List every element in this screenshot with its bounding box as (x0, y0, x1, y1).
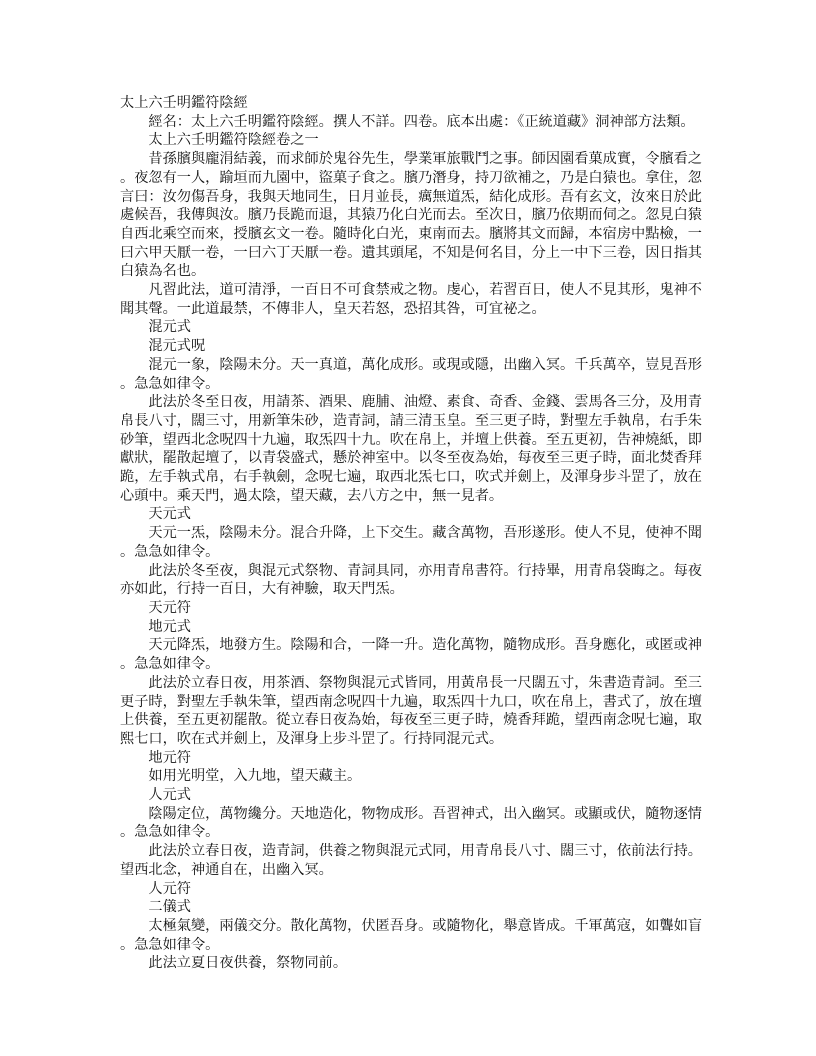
section-heading-renyuan-talisman: 人元符 (148, 880, 191, 897)
section-heading-diyuan-talisman: 地元符 (148, 749, 191, 766)
volume-heading: 太上六壬明鑑符陰經卷之一 (148, 132, 319, 149)
incantation-hunyuan: 混元一象，陰陽未分。天一真道，萬化成形。或現或隱，出幽入冥。千兵萬卒，豈見吾形。急急如律令。 (120, 356, 702, 392)
document-body (120, 94, 702, 973)
method-renyuan: 此法於立春日夜，造青詞，供養之物與混元式同，用青帛長八寸、闊三寸，依前法行持。望西北念，神通自在，出幽入冥。 (120, 843, 702, 878)
section-heading-tianyuan: 天元式 (148, 506, 191, 523)
section-heading-hunyuan: 混元式 (148, 319, 191, 336)
method-diyuan: 此法於立春日夜，用茶酒、祭物與混元式皆同，用黃帛長一尺闊五寸，朱書造青詞。至三更子時，對聖左手執朱筆，望西南念呪四十九遍，取炁四十九口，吹在帛上，書式了，放在壇上供養，至五更初罷散。從立春日夜為始，每夜至三更子時，燒香拜跪，望西南念呪七遍，取熙七口，吹在式并劍上，及渾身上步斗罡了。行持同混元式。 (120, 674, 702, 747)
section-heading-diyuan: 地元式 (148, 618, 191, 635)
origin-story-paragraph: 昔孫臏與龐涓結義，而求師於鬼谷先生，學業軍旅戰鬥之事。師因園看菓成實，令臏看之。夜忽有一人，踰垣而九園中，盜菓子食之。臏乃潛身，持刀欲補之，乃是白猿也。拿住，忽言曰：汝勿傷吾身，我與天地同生，日月並長，癘無道炁，結化成形。吾有玄文，汝來日於此處候吾，我傳與汝。臏乃長跪而退，其猿乃化白光而去。至次日，臏乃依期而伺之。忽見白猿自西北乘空而來，授臏玄文一卷。隨時化白光，東南而去。臏將其文而歸，本宿房中點檢，一曰六甲天厭一卷，一曰六丁天厭一卷。遺其頭尾，不知是何名目，分上一中下三卷，因日指其白猿為名也。 (120, 151, 702, 280)
method-tianyuan: 此法於冬至夜，與混元式祭物、青詞具同，亦用青帛書符。行持畢，用青帛袋晦之。每夜亦如此，行持一百日，大有神驗，取天門炁。 (120, 562, 702, 598)
section-heading-eryi: 二儀式 (148, 899, 191, 916)
section-heading-tianyuan-talisman: 天元符 (148, 599, 191, 616)
scripture-info: 經名：太上六壬明鑑符陰經。撰人不詳。四卷。底本出處：《正統道藏》洞神部方法類。 (148, 113, 695, 130)
section-heading-hunyuan-incantation: 混元式呪 (148, 338, 206, 355)
incantation-tianyuan: 天元一炁，陰陽未分。混合升降，上下交生。藏含萬物，吾形遂形。使人不見，使神不聞。急急如律令。 (120, 525, 702, 560)
section-heading-renyuan: 人元式 (148, 787, 191, 804)
incantation-renyuan: 陰陽定位，萬物纔分。天地造化，物物成形。吾習神式，出入幽冥。或顯或伏，隨物逐情。急急如律令。 (120, 805, 702, 841)
note-diyuan: 如用光明堂，入九地，望天藏主。 (148, 768, 362, 785)
practice-rules-paragraph: 凡習此法，道可清淨，一百日不可食禁戒之物。虔心，若習百日，使人不見其形，鬼神不聞其聲。一此道最禁，不傳非人，皇天若怒，恐招其咎，可宜祕之。 (120, 282, 702, 317)
incantation-eryi: 太極氣變，兩儀交分。散化萬物，伏匿吾身。或隨物化，舉意皆成。千軍萬寇，如聾如盲。急急如律令。 (120, 917, 702, 953)
document-title: 太上六壬明鑑符陰經 (120, 95, 248, 111)
incantation-diyuan: 天元降炁，地發方生。陰陽和合，一降一升。造化萬物，隨物成形。吾身應化，或匿或神。急急如律令。 (120, 637, 702, 673)
method-hunyuan: 此法於冬至日夜，用請茶、酒果、鹿脯、油燈、素食、奇香、金錢、雲馬各三分，及用青帛長八寸，闊三寸，用新筆朱砂，造青詞，請三清玉皇。至三更子時，對聖左手執帛，右手朱砂筆，望西北念呪四十九遍，取炁四十九。吹在帛上，并壇上供養。至五更初，告神燒紙，即獻狀，罷散起壇了，以青袋盛式，懸於神室中。以冬至夜為始，每夜至三更子時，面北焚香拜跪，左手執式帛，右手執劍，念呪七遍，取西北炁七口，吹式并劍上，及渾身步斗罡了，放在心頭中。乘天門，過太陰，望天藏，去八方之中，無一見者。 (120, 394, 702, 504)
method-eryi: 此法立夏日夜供養，祭物同前。 (148, 955, 348, 972)
